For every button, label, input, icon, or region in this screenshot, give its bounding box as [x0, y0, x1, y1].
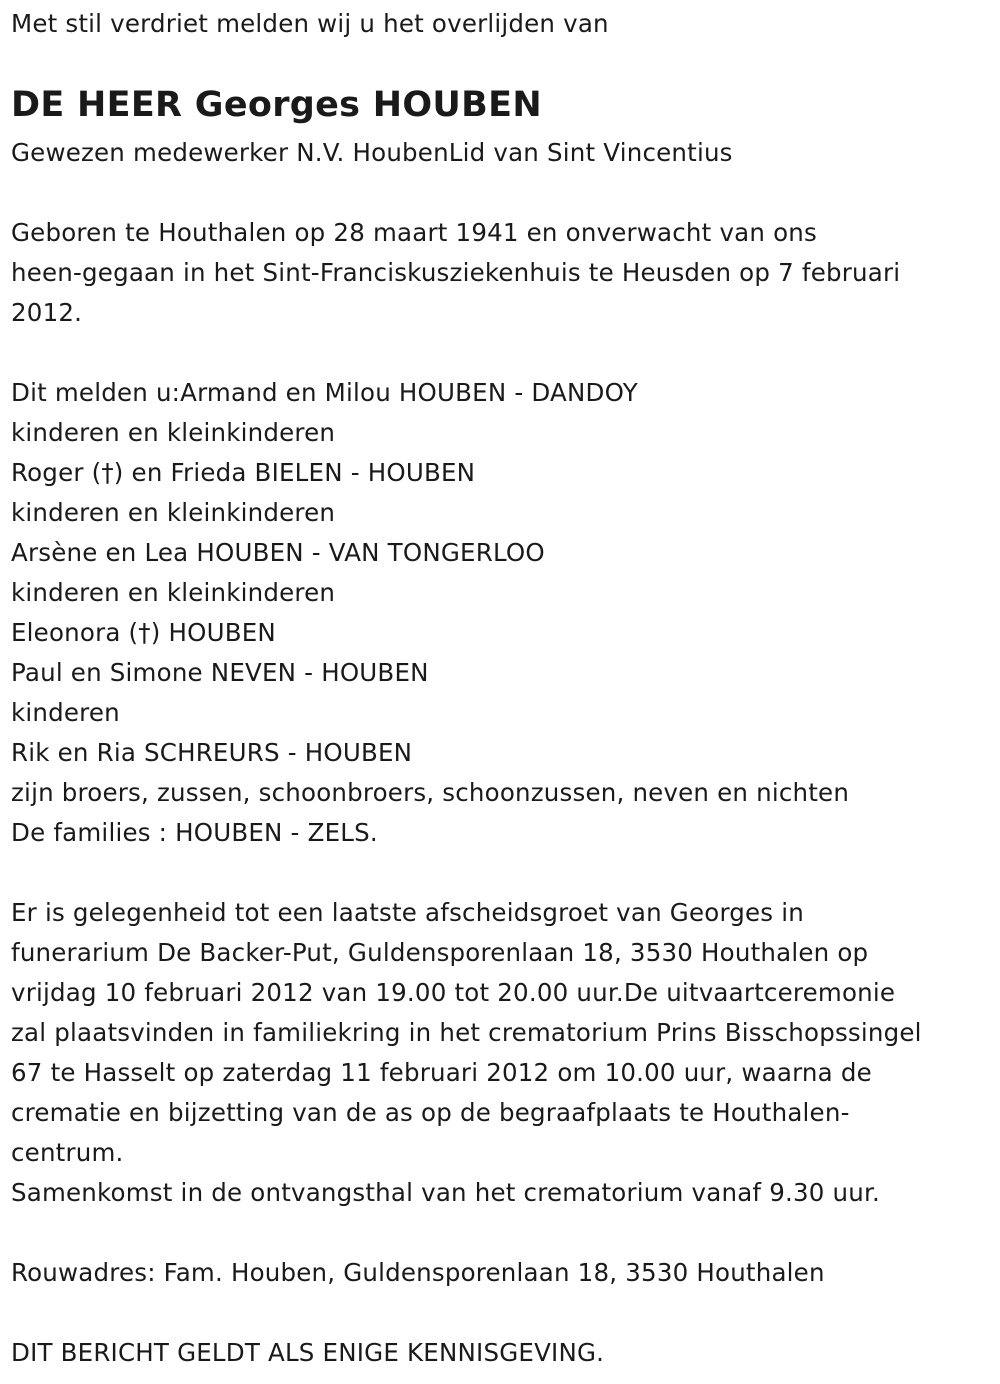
birth-paragraph [11, 213, 991, 333]
family-line: De families : HOUBEN - ZELS. [11, 818, 378, 847]
ceremony-paragraph [11, 893, 991, 1213]
family-list [11, 373, 991, 853]
family-line: Eleonora (†) HOUBEN [11, 618, 276, 647]
family-line: Rik en Ria SCHREURS - HOUBEN [11, 738, 413, 767]
ceremony-line: Samenkomst in de ontvangsthal van het crematorium vanaf 9.30 uur. [11, 1178, 881, 1207]
birth-line: 2012. [11, 298, 83, 327]
family-line: kinderen en kleinkinderen [11, 498, 336, 527]
address-line: Rouwadres: Fam. Houben, Guldensporenlaan 18, 3530 Houthalen [11, 1258, 825, 1287]
ceremony-line: zal plaatsvinden in familiekring in het crematorium Prins Bisschopssingel [11, 1018, 922, 1047]
family-line: zijn broers, zussen, schoonbroers, schoonzussen, neven en nichten [11, 778, 850, 807]
intro-text: Met stil verdriet melden wij u het overlijden van [11, 9, 609, 38]
mourning-address [11, 1253, 991, 1293]
family-line: Paul en Simone NEVEN - HOUBEN [11, 658, 429, 687]
ceremony-line: vrijdag 10 februari 2012 van 19.00 tot 20.00 uur.De uitvaartceremonie [11, 978, 896, 1007]
deceased-subtitle: Gewezen medewerker N.V. HoubenLid van Sint Vincentius [11, 138, 733, 167]
ceremony-line: crematie en bijzetting van de as op de begraafplaats te Houthalen- [11, 1098, 850, 1127]
deceased-name: DE HEER Georges HOUBEN [11, 85, 542, 125]
family-line: kinderen en kleinkinderen [11, 418, 336, 447]
birth-line: heen-gegaan in het Sint-Franciskusziekenhuis te Heusden op 7 februari [11, 258, 901, 287]
family-line: kinderen en kleinkinderen [11, 578, 336, 607]
ceremony-line: centrum. [11, 1138, 124, 1167]
family-line: Roger (†) en Frieda BIELEN - HOUBEN [11, 458, 476, 487]
notice-line: DIT BERICHT GELDT ALS ENIGE KENNISGEVING. [11, 1338, 605, 1367]
notice-statement [11, 1333, 991, 1373]
birth-line: Geboren te Houthalen op 28 maart 1941 en onverwacht van ons [11, 218, 817, 247]
ceremony-line: 67 te Hasselt op zaterdag 11 februari 2012 om 10.00 uur, waarna de [11, 1058, 872, 1087]
ceremony-line: funerarium De Backer-Put, Guldensporenlaan 18, 3530 Houthalen op [11, 938, 869, 967]
family-line: Arsène en Lea HOUBEN - VAN TONGERLOO [11, 538, 545, 567]
ceremony-line: Er is gelegenheid tot een laatste afscheidsgroet van Georges in [11, 898, 804, 927]
family-line: kinderen [11, 698, 120, 727]
family-line: Dit melden u:Armand en Milou HOUBEN - DANDOY [11, 378, 638, 407]
